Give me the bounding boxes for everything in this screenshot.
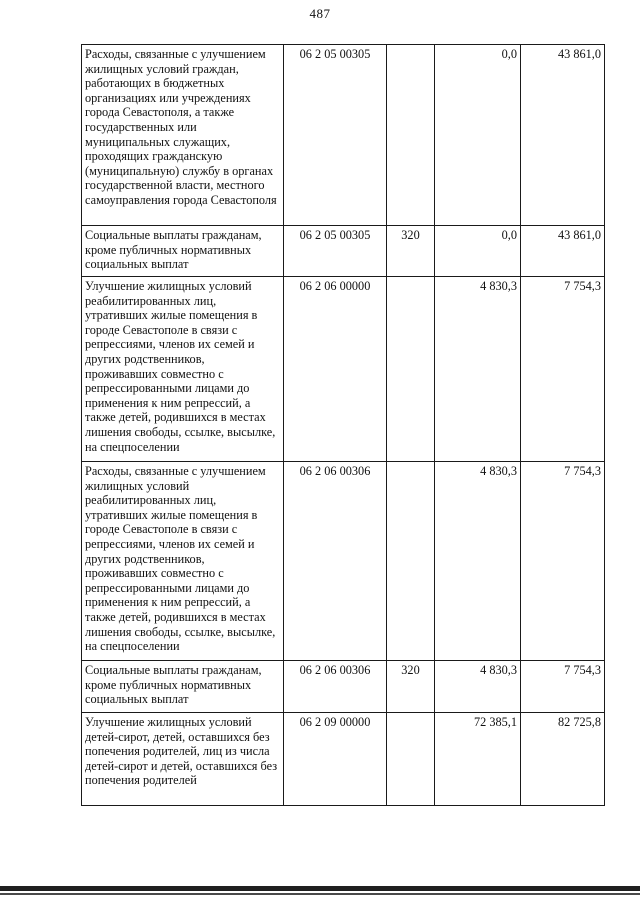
expense-type-cell <box>387 45 435 226</box>
item-name-cell: Расходы, связанные с улучшением жилищных условий граждан, работающих в бюджетных организациях или учреждениях города Севастополя, а также государственных или муниципальных служащих, проходящих гражданскую (муниципальную) службу в органах государственной власти, местного самоуправления города Севастополя <box>82 45 284 226</box>
page-number: 487 <box>309 6 331 21</box>
item-name-cell: Социальные выплаты гражданам, кроме публичных нормативных социальных выплат <box>82 661 284 713</box>
amount-year1-cell: 4 830,3 <box>435 462 521 661</box>
expense-type-cell <box>387 277 435 462</box>
target-code-cell: 06 2 06 00000 <box>284 277 387 462</box>
item-name-cell: Улучшение жилищных условий детей-сирот, детей, оставшихся без попечения родителей, лиц из числа детей-сирот и детей, оставшихся без попечения родителей <box>82 713 284 806</box>
item-name-cell: Расходы, связанные с улучшением жилищных условий реабилитированных лиц, утративших жилые помещения в городе Севастополе в связи с репрессиями, членов их семей и других родственников, проживавших совместно с репрессированными лицами до применения к ним репрессий, а также детей, родившихся в местах лишения свободы, ссылке, высылке, на спецпоселении <box>82 462 284 661</box>
item-name-cell: Социальные выплаты гражданам, кроме публичных нормативных социальных выплат <box>82 226 284 277</box>
amount-year1-cell: 4 830,3 <box>435 277 521 462</box>
target-code-cell: 06 2 09 00000 <box>284 713 387 806</box>
amount-year2-cell: 7 754,3 <box>521 277 605 462</box>
budget-table <box>81 44 605 806</box>
amount-year1-cell: 0,0 <box>435 226 521 277</box>
amount-year2-cell: 7 754,3 <box>521 661 605 713</box>
table-row <box>82 45 605 226</box>
amount-year2-cell: 43 861,0 <box>521 45 605 226</box>
amount-year2-cell: 7 754,3 <box>521 462 605 661</box>
item-name-cell: Улучшение жилищных условий реабилитированных лиц, утративших жилые помещения в городе Севастополе в связи с репрессиями, членов их семей и других родственников, проживавших совместно с репрессированными лицами до применения к ним репрессий, а также детей, родившихся в местах лишения свободы, ссылке, высылке, на спецпоселении <box>82 277 284 462</box>
amount-year1-cell: 4 830,3 <box>435 661 521 713</box>
target-code-cell: 06 2 06 00306 <box>284 661 387 713</box>
expense-type-cell <box>387 713 435 806</box>
target-code-cell: 06 2 05 00305 <box>284 226 387 277</box>
table-row <box>82 226 605 277</box>
table-row <box>82 277 605 462</box>
table-row <box>82 713 605 806</box>
expense-type-cell <box>387 462 435 661</box>
table-row <box>82 462 605 661</box>
target-code-cell: 06 2 05 00305 <box>284 45 387 226</box>
amount-year1-cell: 0,0 <box>435 45 521 226</box>
target-code-cell: 06 2 06 00306 <box>284 462 387 661</box>
scan-edge-line <box>0 886 640 891</box>
amount-year2-cell: 43 861,0 <box>521 226 605 277</box>
scan-edge-line-secondary <box>0 893 640 895</box>
expense-type-cell: 320 <box>387 661 435 713</box>
expense-type-cell: 320 <box>387 226 435 277</box>
amount-year2-cell: 82 725,8 <box>521 713 605 806</box>
table-row <box>82 661 605 713</box>
amount-year1-cell: 72 385,1 <box>435 713 521 806</box>
